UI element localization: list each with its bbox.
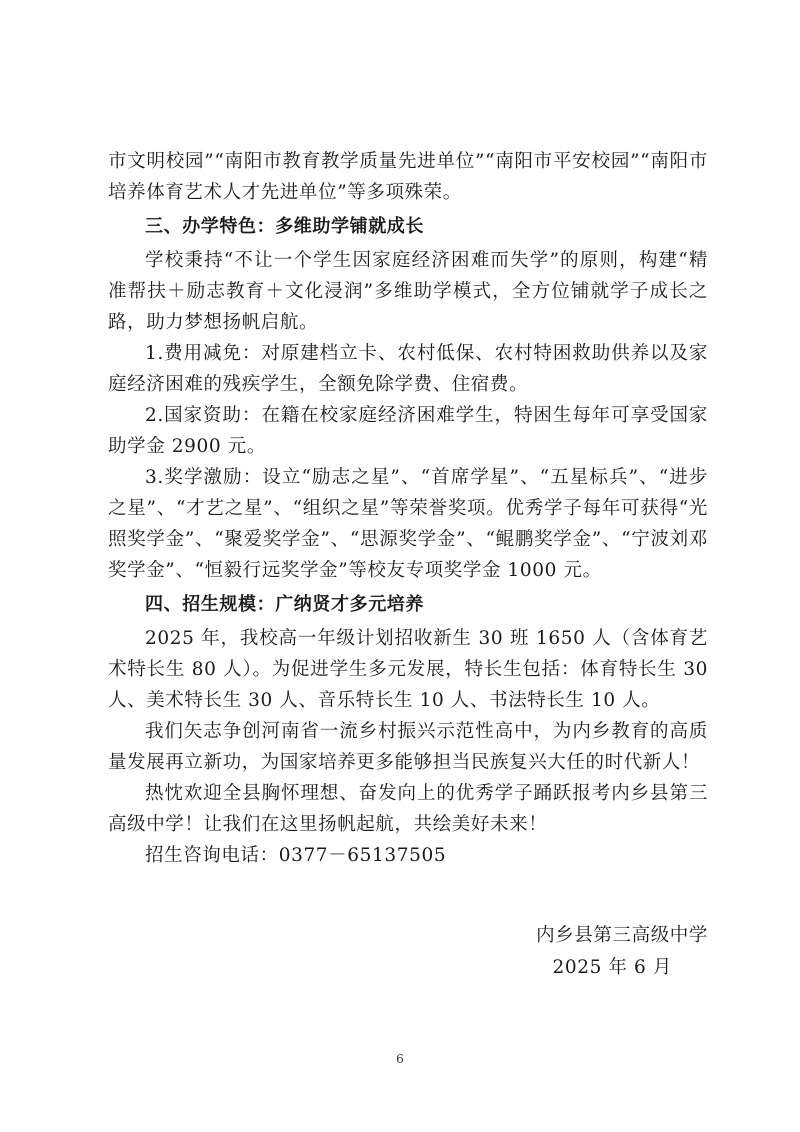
paragraph-contact-phone: 招生咨询电话：0377－65137505 bbox=[145, 845, 447, 866]
signature-block bbox=[536, 920, 708, 984]
paragraph-aid-principle: 学校秉持“不让一个学生因家庭经济困难而失学”的原则，构建“精准帮扶＋励志教育＋文化浸润”多维助学模式，全方位铺就学子成长之路，助力梦想扬帆启航。 bbox=[108, 250, 708, 333]
paragraph-enrollment-plan: 2025 年，我校高一年级计划招收新生 30 班 1650 人（含体育艺术特长生 80 人）。为促进学生多元发展，特长生包括：体育特长生 30 人、美术特长生 30 人、音乐特长生 10 人、书法特长生 10 人。 bbox=[108, 628, 708, 711]
page-number: 6 bbox=[396, 1052, 404, 1066]
paragraph-honors-continued: 市文明校园”“南阳市教育教学质量先进单位”“南阳市平安校园”“南阳市培养体育艺术人才先进单位”等多项殊荣。 bbox=[108, 151, 708, 203]
paragraph-fee-waiver: 1.费用减免：对原建档立卡、农村低保、农村特困救助供养以及家庭经济困难的残疾学生，全额免除学费、住宿费。 bbox=[108, 343, 708, 395]
signature-date: 2025 年 6 月 bbox=[552, 957, 672, 978]
paragraph-welcome: 热忱欢迎全县胸怀理想、奋发向上的优秀学子踊跃报考内乡县第三高级中学！让我们在这里扬帆起航，共绘美好未来！ bbox=[108, 783, 708, 835]
paragraph-aspiration: 我们矢志争创河南省一流乡村振兴示范性高中，为内乡教育的高质量发展再立新功，为国家培养更多能够担当民族复兴大任的时代新人！ bbox=[108, 721, 708, 773]
section-heading-features: 三、办学特色：多维助学铺就成长 bbox=[145, 216, 424, 237]
signature-school: 内乡县第三高级中学 bbox=[536, 925, 708, 946]
document-body bbox=[108, 146, 708, 871]
section-heading-enrollment: 四、招生规模：广纳贤才多元培养 bbox=[145, 594, 424, 615]
paragraph-scholarships: 3.奖学激励：设立“励志之星”、“首席学星”、“五星标兵”、“进步之星”、“才艺之星”、“组织之星”等荣誉奖项。优秀学子每年可获得“光照奖学金”、“聚爱奖学金”、“思源奖学金”、“鲲鹏奖学金”、“宁波刘邓奖学金”、“恒毅行远奖学金”等校友专项奖学金 1000 元。 bbox=[108, 467, 708, 581]
paragraph-national-aid: 2.国家资助：在籍在校家庭经济困难学生，特困生每年可享受国家助学金 2900 元。 bbox=[108, 405, 708, 457]
